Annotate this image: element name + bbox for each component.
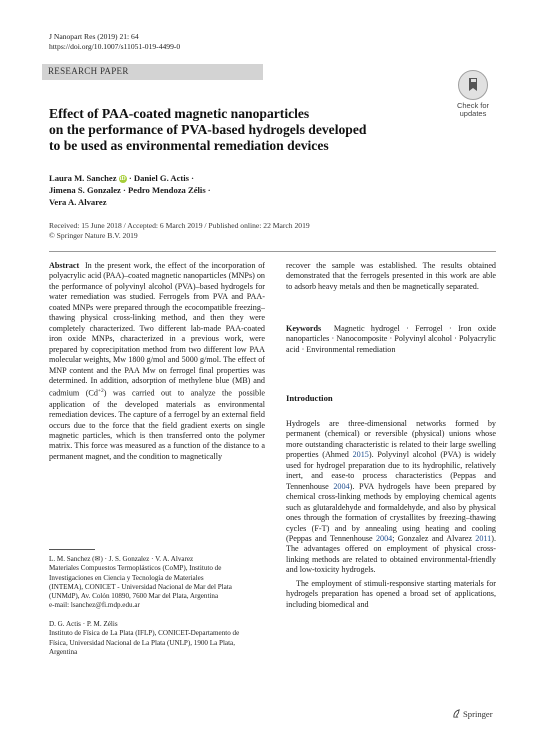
article-title: Effect of PAA-coated magnetic nanoparticles on the performance of PVA-based hydrogels developed to be used as environmental remediation devices [49, 106, 367, 153]
affiliation-1: L. M. Sanchez (✉) · J. S. Gonzalez · V. A. Alvarez Materiales Compuestos Termoplásticos (CoMP), Instituto de Investigaciones en Ciencia y Tecnología de Materiales (INTEMA), CONICET - Universidad Nacional de Mar del Plata (UNMdP), Av. Colón 10890, 7600 Mar del Plata, Argentina e-mail: lsanchez@fi.mdp.edu.ar [49, 555, 265, 611]
check-for-updates-badge[interactable] [451, 70, 495, 126]
publisher-logo: Springer [452, 709, 493, 719]
keywords-label: Keywords [286, 324, 322, 333]
bookmark-icon [458, 70, 488, 100]
orcid-icon[interactable]: iD [119, 176, 126, 183]
citation-link[interactable]: 2004 [375, 533, 393, 543]
article-type-label: RESEARCH PAPER [48, 66, 129, 76]
affiliation-2: D. G. Actis · P. M. Zélis Instituto de Física de La Plata (IFLP), CONICET-Departamento de Física, Universidad Nacional de La Plata (UNLP), 1900 La Plata, Argentina [49, 620, 240, 656]
intro-paragraph-2: The employment of stimuli-responsive starting materials for hydrogels preparation has opened a broad set of applications, including biomedical and [286, 578, 496, 609]
springer-horse-icon [452, 709, 461, 718]
footnote-divider [49, 549, 95, 550]
publication-dates: Received: 15 June 2018 / Accepted: 6 March 2019 / Published online: 22 March 2019 © Springer Nature B.V. 2019 [49, 221, 310, 240]
abstract-text: Abstract In the present work, the effect of the incorporation of polyacrylic acid (PAA)–coated magnetic nanoparticles (MNPs) on the performance of polyvinyl alcohol (PVA)–based hydrogels for water remediation was studied. Ferrogels from PVA and PAA-coated MNPs were prepared through the ecocompatible freezing–thawing physical cross-linking method, and then they were completely characterized. Two different lab-made PAA-coated iron oxide MNPs, characterized in a previous work, were prepared by coprecipitation method from two different low PAA molecular weights, Mw 1800 g/mol and 5000 g/mol. The effect of MNP content and the PAA Mw on ferrogel final properties was determined. In addition, adsorption of methylene blue (MB) and cadmium $(Cd^{+2})$ was carried out to analyze the possible application of the developed materials as environmental remediation devices. The capture of a ferrogel by an external field occurs due to the force that the field gradient exerts on single magnetic particles, which is then transferred onto the polymer matrix. This force was measured as a function of the distance to a permanent magnet, and the condition to magnetically [49, 261, 265, 461]
intro-paragraph-1: Hydrogels are three-dimensional networks formed by permanent (chemical) or reversible (physical) unions whose more outstanding characteristic is related to their large swelling properties (Ahmed 2015). Polyvinyl alcohol (PVA) is widely used for hydrogel preparation due to its hydrophilic, relatively inert, and ease-to process characteristics (Peppas and Tennenhouse 2004). PVA hydrogels have been prepared by chemical cross-linking methods by employing chemical agents such as glutaraldehyde and formaldehyde, and also by physical ones through the formation of crystallites by freezing–thawing cycles (F-T) and by annealing using heating and cooling (Peppas and Tennenhouse 2004; Gonzalez and Alvarez 2011). The advantages offered on employment of physical cross-linking methods are related to obtained environmental-friendly and low-toxicity hydrogels. [286, 419, 496, 575]
divider [49, 251, 496, 252]
keywords: Keywords Magnetic hydrogel · Ferrogel · Iron oxide nanoparticles · Nanocomposite · Polyvinyl alcohol · Polyacrylic acid · Environmental remediation [286, 324, 496, 354]
abstract-continued: recover the sample was established. The results obtained demonstrated that the ferrogels presented in this work are able to adsorb heavy metals and then be magnetically separated. [286, 261, 496, 291]
citation-link[interactable]: 2011 [475, 533, 492, 543]
introduction-text [286, 419, 496, 610]
article-type-band [42, 64, 263, 80]
abstract-label: Abstract [49, 261, 80, 270]
badge-label: Check for updates [456, 101, 490, 118]
section-heading-introduction: Introduction [286, 393, 333, 403]
doi-link[interactable]: https://doi.org/10.1007/s11051-019-4499-0 [49, 42, 181, 51]
citation-link[interactable]: 2004 [333, 481, 350, 491]
author-list: Laura M. Sanchez iD · Daniel G. Actis · Jimena S. Gonzalez · Pedro Mendoza Zélis · Vera A. Alvarez [49, 173, 211, 207]
author-email[interactable]: e-mail: lsanchez@fi.mdp.edu.ar [49, 601, 140, 610]
journal-citation: J Nanopart Res (2019) 21: 64 [49, 32, 139, 41]
citation-link[interactable]: 2015 [352, 450, 369, 460]
